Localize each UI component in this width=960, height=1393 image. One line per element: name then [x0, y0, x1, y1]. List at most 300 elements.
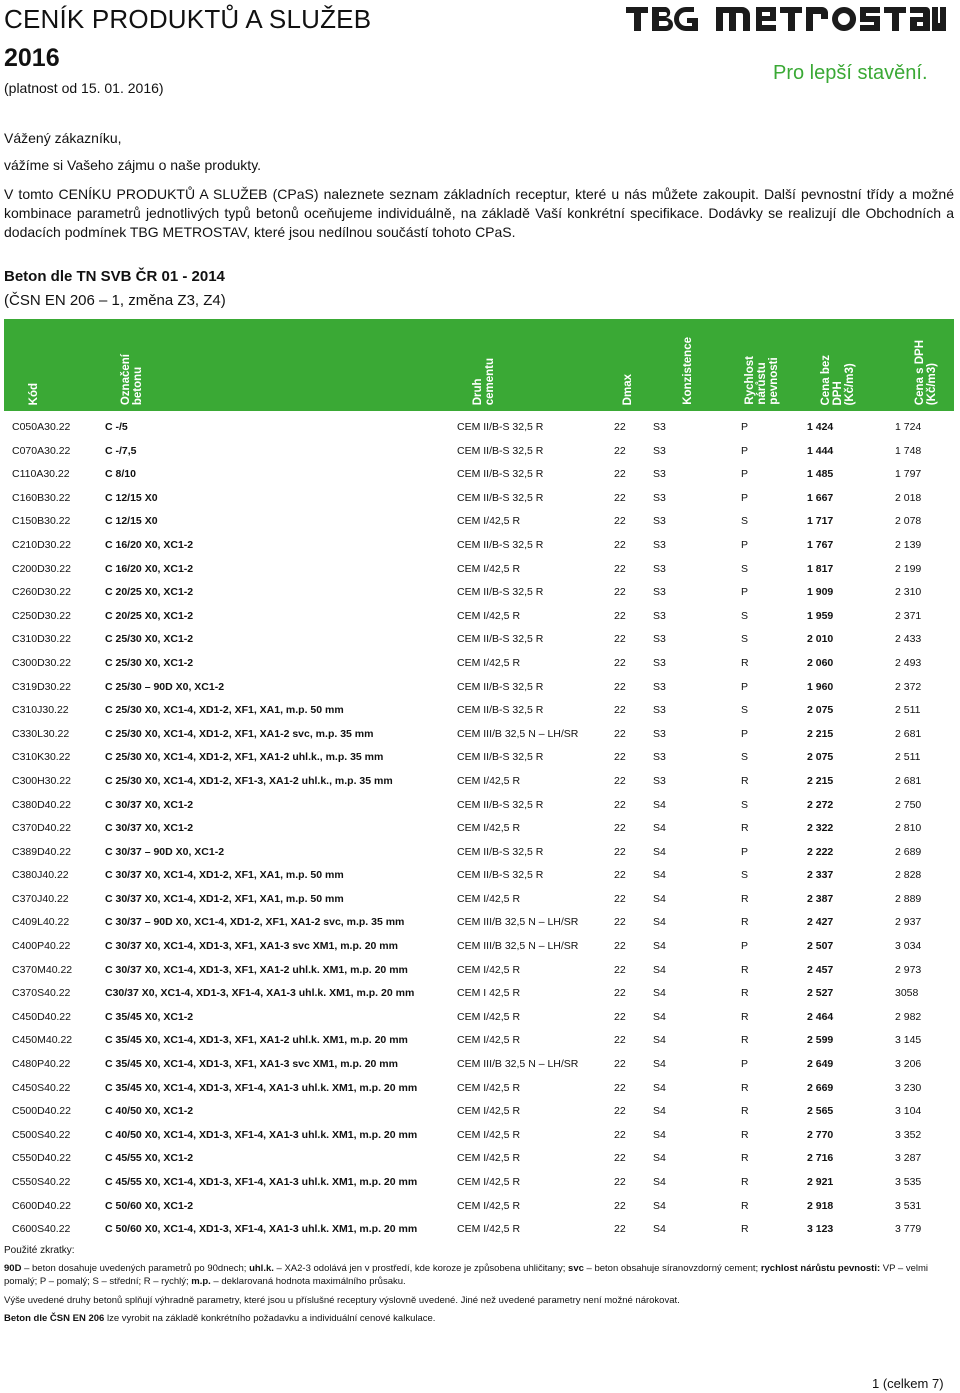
- table-row: [4, 579, 954, 603]
- cell-konzistence: S3: [653, 680, 666, 693]
- cell-konzistence: S4: [653, 940, 666, 953]
- cell-cena-s-dph: 1 724: [895, 421, 922, 433]
- cell-konzistence: S4: [653, 1105, 666, 1118]
- cell-rychlost: R: [741, 963, 749, 976]
- cell-kod: C310D30.22: [12, 633, 71, 646]
- cell-cena-bez-dph: 1 444: [807, 444, 834, 457]
- cell-kod: C450M40.22: [12, 1034, 73, 1047]
- table-row: [4, 556, 954, 580]
- cell-cena-bez-dph: 2 716: [807, 1152, 834, 1165]
- cell-oznaceni: C 25/30 X0, XC1-4, XD1-2, XF1, XA1, m.p. 50 mm: [105, 704, 344, 717]
- cell-rychlost: R: [741, 987, 749, 1000]
- cell-konzistence: S4: [653, 916, 666, 929]
- cell-dmax: 22: [614, 633, 626, 646]
- cell-dmax: 22: [614, 562, 626, 575]
- cell-konzistence: S4: [653, 798, 666, 811]
- cell-oznaceni: C 30/37 X0, XC1-4, XD1-2, XF1, XA1, m.p. 50 mm: [105, 869, 344, 882]
- cell-cena-bez-dph: 2 010: [807, 633, 834, 646]
- cell-cena-s-dph: 3 352: [895, 1128, 922, 1141]
- cell-oznaceni: C 35/45 X0, XC1-2: [105, 1010, 194, 1023]
- cell-konzistence: S3: [653, 656, 666, 669]
- cell-cena-bez-dph: 2 215: [807, 774, 834, 787]
- cell-kod: C450D40.22: [12, 1010, 71, 1023]
- cell-druh-cementu: CEM II/B-S 32,5 R: [457, 845, 544, 858]
- cell-cena-s-dph: 3 206: [895, 1058, 922, 1071]
- cell-konzistence: S4: [653, 845, 666, 858]
- cell-druh-cementu: CEM II/B-S 32,5 R: [457, 538, 544, 551]
- cell-kod: C450S40.22: [12, 1081, 71, 1094]
- cell-oznaceni: C 16/20 X0, XC1-2: [105, 538, 194, 551]
- cell-cena-s-dph: 2 973: [895, 963, 922, 976]
- cell-cena-bez-dph: 2 075: [807, 751, 834, 764]
- cell-cena-s-dph: 2 310: [895, 586, 922, 599]
- cell-cena-bez-dph: 1 717: [807, 515, 834, 528]
- cell-konzistence: S3: [653, 444, 666, 457]
- company-slogan: Pro lepší stavění.: [773, 62, 928, 84]
- cell-oznaceni: C 30/37 X0, XC1-2: [105, 798, 194, 811]
- cell-dmax: 22: [614, 822, 626, 835]
- cell-druh-cementu: CEM I/42,5 R: [457, 1081, 521, 1094]
- cell-oznaceni: C 30/37 X0, XC1-4, XD1-2, XF1, XA1, m.p. 50 mm: [105, 892, 344, 905]
- cell-dmax: 22: [614, 1128, 626, 1141]
- cell-oznaceni: C 12/15 X0: [105, 515, 158, 528]
- cell-cena-bez-dph: 3 123: [807, 1223, 834, 1236]
- cell-dmax: 22: [614, 1034, 626, 1047]
- cell-rychlost: P: [741, 680, 749, 693]
- cell-konzistence: S3: [653, 727, 666, 740]
- table-row: [4, 697, 954, 721]
- cell-cena-bez-dph: 1 485: [807, 468, 834, 481]
- cell-rychlost: R: [741, 1128, 749, 1141]
- cell-cena-bez-dph: 1 960: [807, 680, 834, 693]
- cell-rychlost: R: [741, 1081, 749, 1094]
- cell-dmax: 22: [614, 987, 626, 1000]
- cell-cena-s-dph: 3 535: [895, 1176, 922, 1188]
- cell-cena-bez-dph: 1 424: [807, 421, 834, 433]
- cell-dmax: 22: [614, 1223, 626, 1236]
- cell-konzistence: S3: [653, 633, 666, 646]
- section-subtitle: (ČSN EN 206 – 1, změna Z3, Z4): [4, 292, 226, 309]
- cell-cena-s-dph: 3 287: [895, 1152, 922, 1165]
- cell-oznaceni: C -/5: [105, 421, 128, 433]
- logo-wordmark: [626, 7, 946, 31]
- cell-cena-s-dph: 2 199: [895, 562, 922, 575]
- cell-dmax: 22: [614, 1058, 626, 1071]
- cell-dmax: 22: [614, 704, 626, 717]
- cell-kod: C370D40.22: [12, 822, 71, 835]
- cell-dmax: 22: [614, 798, 626, 811]
- table-row: [4, 1145, 954, 1169]
- cell-cena-bez-dph: 2 464: [807, 1010, 834, 1023]
- cell-kod: C250D30.22: [12, 609, 71, 622]
- table-row: [4, 862, 954, 886]
- cell-oznaceni: C 8/10: [105, 468, 136, 481]
- cell-oznaceni: C 50/60 X0, XC1-4, XD1-3, XF1-4, XA1-3 uhl.k. XM1, m.p. 20 mm: [105, 1223, 418, 1236]
- cell-druh-cementu: CEM II/B-S 32,5 R: [457, 869, 544, 882]
- cell-dmax: 22: [614, 1152, 626, 1165]
- cell-druh-cementu: CEM I/42,5 R: [457, 1223, 521, 1236]
- cell-konzistence: S4: [653, 1010, 666, 1023]
- cell-druh-cementu: CEM I/42,5 R: [457, 1128, 521, 1141]
- cell-kod: C210D30.22: [12, 538, 71, 551]
- cell-cena-s-dph: 2 433: [895, 633, 922, 646]
- cell-oznaceni: C -/7,5: [105, 444, 137, 457]
- cell-cena-s-dph: 2 689: [895, 845, 922, 858]
- cell-konzistence: S3: [653, 609, 666, 622]
- cell-druh-cementu: CEM II/B-S 32,5 R: [457, 586, 544, 599]
- greeting: Vážený zákazníku,: [4, 130, 122, 146]
- column-header-cena-bez-dph: Cena bez DPH (Kč/m3): [820, 354, 856, 405]
- cell-druh-cementu: CEM II/B-S 32,5 R: [457, 633, 544, 646]
- cell-konzistence: S3: [653, 491, 666, 504]
- cell-rychlost: P: [741, 538, 749, 551]
- cell-druh-cementu: CEM I/42,5 R: [457, 656, 521, 669]
- validity-note: (platnost od 15. 01. 2016): [4, 80, 164, 96]
- intro-paragraph: V tomto CENÍKU PRODUKTŮ A SLUŽEB (CPaS) naleznete seznam základních receptur, které u nás můžete zakoupit. Další pevnostní třídy a možné kombinace parametrů jednotlivých typů betonů oceňujeme individuálně, na základě Vaší konkrétní specifikace. Dodávky se realizují dle Obchodních a dodacích podmínek TBG METROSTAV, které jsou nedílnou součástí tohoto CPaS.: [4, 186, 954, 240]
- cell-kod: C370J40.22: [12, 892, 69, 905]
- cell-dmax: 22: [614, 1199, 626, 1212]
- cell-dmax: 22: [614, 1081, 626, 1094]
- cell-konzistence: S4: [653, 987, 666, 1000]
- cell-kod: C070A30.22: [12, 444, 71, 457]
- cell-cena-bez-dph: 2 215: [807, 727, 834, 740]
- abbreviations-text: 90D – beton dosahuje uvedených parametrů po 90dnech; uhl.k. – XA2-3 odolává jen v prostředí, kde koroze je způsobena uhličitany; svc – beton obsahuje síranovzdorný cement; rychlost nárůstu pevnosti: VP – velmi pomalý; P – pomalý; S – střední; R – rychlý; m.p. – deklarovaná hodnota maximálního průsaku.: [4, 1263, 929, 1287]
- cell-druh-cementu: CEM I/42,5 R: [457, 822, 521, 835]
- cell-rychlost: R: [741, 1010, 749, 1023]
- cell-rychlost: S: [741, 798, 749, 811]
- cell-cena-bez-dph: 2 918: [807, 1199, 834, 1212]
- cell-rychlost: S: [741, 869, 749, 882]
- cell-cena-s-dph: 2 018: [895, 491, 922, 504]
- table-row: [4, 1122, 954, 1146]
- cell-kod: C200D30.22: [12, 562, 71, 575]
- cell-cena-bez-dph: 2 060: [807, 656, 834, 669]
- cell-druh-cementu: CEM I/42,5 R: [457, 1176, 521, 1188]
- price-table-body: [4, 414, 954, 1240]
- cell-cena-bez-dph: 2 427: [807, 916, 834, 929]
- cell-konzistence: S3: [653, 586, 666, 599]
- cell-druh-cementu: CEM I/42,5 R: [457, 1199, 521, 1212]
- cell-konzistence: S4: [653, 963, 666, 976]
- cell-kod: C380D40.22: [12, 798, 71, 811]
- cell-cena-s-dph: 2 889: [895, 892, 922, 905]
- cell-kod: C260D30.22: [12, 586, 71, 599]
- cell-cena-bez-dph: 2 669: [807, 1081, 834, 1094]
- cell-konzistence: S3: [653, 704, 666, 717]
- cell-rychlost: R: [741, 1152, 749, 1165]
- cell-rychlost: P: [741, 586, 749, 599]
- cell-kod: C480P40.22: [12, 1058, 71, 1071]
- cell-cena-bez-dph: 2 337: [807, 869, 834, 882]
- cell-druh-cementu: CEM III/B 32,5 N – LH/SR: [457, 940, 579, 953]
- cell-cena-s-dph: 1 797: [895, 468, 922, 481]
- cell-druh-cementu: CEM II/B-S 32,5 R: [457, 704, 544, 717]
- cell-dmax: 22: [614, 727, 626, 740]
- cell-konzistence: S4: [653, 822, 666, 835]
- column-header-konzistence: Konzistence: [682, 337, 694, 405]
- cell-oznaceni: C 35/45 X0, XC1-4, XD1-3, XF1, XA1-3 svc XM1, m.p. 20 mm: [105, 1058, 398, 1071]
- cell-oznaceni: C 35/45 X0, XC1-4, XD1-3, XF1-4, XA1-3 uhl.k. XM1, m.p. 20 mm: [105, 1081, 418, 1094]
- cell-oznaceni: C 30/37 X0, XC1-4, XD1-3, XF1, XA1-2 uhl.k. XM1, m.p. 20 mm: [105, 963, 408, 976]
- cell-druh-cementu: CEM I/42,5 R: [457, 609, 521, 622]
- table-row: [4, 768, 954, 792]
- cell-druh-cementu: CEM I/42,5 R: [457, 1152, 521, 1165]
- section-title: Beton dle TN SVB ČR 01 - 2014: [4, 268, 225, 285]
- cell-druh-cementu: CEM I/42,5 R: [457, 1105, 521, 1118]
- cell-dmax: 22: [614, 1176, 626, 1188]
- cell-dmax: 22: [614, 963, 626, 976]
- table-row: [4, 650, 954, 674]
- cell-cena-s-dph: 3 779: [895, 1223, 922, 1236]
- cell-cena-bez-dph: 2 565: [807, 1105, 834, 1118]
- cell-druh-cementu: CEM III/B 32,5 N – LH/SR: [457, 1058, 579, 1071]
- cell-konzistence: S4: [653, 1176, 666, 1188]
- cell-kod: C370S40.22: [12, 987, 71, 1000]
- cell-konzistence: S4: [653, 1152, 666, 1165]
- table-row: [4, 1075, 954, 1099]
- cell-rychlost: R: [741, 1034, 749, 1047]
- cell-oznaceni: C 25/30 X0, XC1-4, XD1-2, XF1, XA1-2 svc, m.p. 35 mm: [105, 727, 374, 740]
- column-header-cena-s-dph: Cena s DPH (Kč/m3): [914, 339, 938, 405]
- cell-oznaceni: C 40/50 X0, XC1-4, XD1-3, XF1-4, XA1-3 uhl.k. XM1, m.p. 20 mm: [105, 1128, 418, 1141]
- cell-dmax: 22: [614, 1105, 626, 1118]
- cell-konzistence: S3: [653, 562, 666, 575]
- cell-cena-s-dph: 3 104: [895, 1105, 922, 1118]
- cell-dmax: 22: [614, 774, 626, 787]
- table-row: [4, 1051, 954, 1075]
- cell-kod: C409L40.22: [12, 916, 70, 929]
- cell-cena-s-dph: 2 982: [895, 1010, 922, 1023]
- cell-konzistence: S4: [653, 1128, 666, 1141]
- cell-kod: C319D30.22: [12, 680, 71, 693]
- company-logo: [624, 4, 946, 34]
- table-row: [4, 438, 954, 462]
- cell-rychlost: R: [741, 774, 749, 787]
- cell-oznaceni: C 30/37 – 90D X0, XC1-2: [105, 845, 225, 858]
- cell-kod: C500D40.22: [12, 1105, 71, 1118]
- cell-druh-cementu: CEM II/B-S 32,5 R: [457, 680, 544, 693]
- cell-kod: C050A30.22: [12, 421, 71, 433]
- table-row: [4, 626, 954, 650]
- cell-dmax: 22: [614, 491, 626, 504]
- cell-kod: C330L30.22: [12, 727, 70, 740]
- cell-cena-bez-dph: 2 507: [807, 940, 834, 953]
- cell-dmax: 22: [614, 1010, 626, 1023]
- table-row: [4, 933, 954, 957]
- cell-konzistence: S4: [653, 1058, 666, 1071]
- abbreviations-title: Použité zkratky:: [4, 1245, 75, 1256]
- cell-oznaceni: C 25/30 X0, XC1-4, XD1-2, XF1-3, XA1-2 uhl.k., m.p. 35 mm: [105, 774, 393, 787]
- cell-rychlost: R: [741, 1105, 749, 1118]
- greeting-line-2: vážíme si Vašeho zájmu o naše produkty.: [4, 157, 262, 173]
- cell-rychlost: R: [741, 822, 749, 835]
- price-list-year: 2016: [4, 44, 60, 72]
- cell-konzistence: S4: [653, 892, 666, 905]
- table-row: [4, 485, 954, 509]
- cell-kod: C600S40.22: [12, 1223, 71, 1236]
- column-header-druh-cementu: Druh cementu: [472, 357, 496, 405]
- cell-oznaceni: C 25/30 – 90D X0, XC1-2: [105, 680, 225, 693]
- cell-druh-cementu: CEM I/42,5 R: [457, 963, 521, 976]
- column-header-rychlost: Rychlost nárůstu pevnosti: [744, 356, 780, 405]
- cell-kod: C370M40.22: [12, 963, 73, 976]
- cell-cena-bez-dph: 2 457: [807, 963, 834, 976]
- cell-cena-s-dph: 1 748: [895, 444, 922, 457]
- cell-kod: C500S40.22: [12, 1128, 71, 1141]
- cell-rychlost: R: [741, 1223, 749, 1236]
- cell-cena-bez-dph: 2 322: [807, 822, 834, 835]
- cell-cena-s-dph: 2 828: [895, 869, 922, 882]
- cell-rychlost: S: [741, 562, 749, 575]
- cell-dmax: 22: [614, 845, 626, 858]
- cell-oznaceni: C 12/15 X0: [105, 491, 158, 504]
- cell-cena-s-dph: 3 034: [895, 940, 922, 953]
- cell-oznaceni: C 35/45 X0, XC1-4, XD1-3, XF1, XA1-2 uhl.k. XM1, m.p. 20 mm: [105, 1034, 408, 1047]
- table-row: [4, 1169, 954, 1193]
- cell-cena-s-dph: 2 681: [895, 727, 922, 740]
- cell-druh-cementu: CEM I/42,5 R: [457, 774, 521, 787]
- cell-cena-s-dph: 2 511: [895, 751, 921, 764]
- cell-konzistence: S4: [653, 1081, 666, 1094]
- cell-dmax: 22: [614, 468, 626, 481]
- cell-rychlost: S: [741, 515, 749, 528]
- cell-dmax: 22: [614, 515, 626, 528]
- cell-druh-cementu: CEM II/B-S 32,5 R: [457, 798, 544, 811]
- cell-dmax: 22: [614, 916, 626, 929]
- cell-dmax: 22: [614, 656, 626, 669]
- cell-cena-s-dph: 3058: [895, 987, 919, 1000]
- cell-rychlost: P: [741, 1058, 749, 1071]
- cell-kod: C550S40.22: [12, 1176, 71, 1188]
- cell-konzistence: S4: [653, 1199, 666, 1212]
- cell-cena-bez-dph: 2 222: [807, 845, 834, 858]
- cell-kod: C389D40.22: [12, 845, 71, 858]
- cell-kod: C400P40.22: [12, 940, 71, 953]
- cell-oznaceni: C 20/25 X0, XC1-2: [105, 609, 194, 622]
- cell-rychlost: S: [741, 704, 749, 717]
- page-title: CENÍK PRODUKTŮ A SLUŽEB: [4, 4, 372, 34]
- cell-druh-cementu: CEM III/B 32,5 N – LH/SR: [457, 916, 579, 929]
- cell-oznaceni: C 30/37 – 90D X0, XC1-4, XD1-2, XF1, XA1-2 svc, m.p. 35 mm: [105, 916, 405, 929]
- cell-rychlost: P: [741, 491, 749, 504]
- cell-dmax: 22: [614, 586, 626, 599]
- cell-cena-s-dph: 2 372: [895, 680, 922, 693]
- cell-cena-bez-dph: 2 527: [807, 987, 834, 1000]
- cell-druh-cementu: CEM I 42,5 R: [457, 987, 521, 1000]
- cell-cena-s-dph: 3 531: [895, 1199, 922, 1212]
- table-row: [4, 744, 954, 768]
- cell-rychlost: R: [741, 916, 749, 929]
- cell-oznaceni: C 20/25 X0, XC1-2: [105, 586, 194, 599]
- cell-druh-cementu: CEM II/B-S 32,5 R: [457, 468, 544, 481]
- cell-dmax: 22: [614, 609, 626, 622]
- cell-kod: C160B30.22: [12, 491, 71, 504]
- table-header: [4, 319, 954, 411]
- cell-cena-bez-dph: 2 770: [807, 1128, 834, 1141]
- cell-cena-s-dph: 2 511: [895, 704, 921, 717]
- cell-konzistence: S4: [653, 1223, 666, 1236]
- cell-druh-cementu: CEM I/42,5 R: [457, 892, 521, 905]
- cell-rychlost: S: [741, 609, 749, 622]
- table-row: [4, 815, 954, 839]
- cell-cena-bez-dph: 1 767: [807, 538, 834, 551]
- cell-konzistence: S4: [653, 869, 666, 882]
- cell-kod: C150B30.22: [12, 515, 71, 528]
- cell-dmax: 22: [614, 680, 626, 693]
- cell-rychlost: P: [741, 468, 749, 481]
- table-row: [4, 721, 954, 745]
- cell-cena-bez-dph: 2 272: [807, 798, 834, 811]
- cell-oznaceni: C 25/30 X0, XC1-2: [105, 656, 194, 669]
- cell-oznaceni: C30/37 X0, XC1-4, XD1-3, XF1-4, XA1-3 uhl.k. XM1, m.p. 20 mm: [105, 987, 415, 1000]
- cell-dmax: 22: [614, 444, 626, 457]
- cell-cena-s-dph: 2 371: [895, 609, 922, 622]
- table-row: [4, 957, 954, 981]
- custom-order-note: Beton dle ČSN EN 206 lze vyrobit na základě konkrétního požadavku a individuální cenové kalkulace.: [4, 1313, 436, 1324]
- cell-druh-cementu: CEM III/B 32,5 N – LH/SR: [457, 727, 579, 740]
- cell-oznaceni: C 30/37 X0, XC1-2: [105, 822, 194, 835]
- cell-rychlost: R: [741, 656, 749, 669]
- cell-cena-s-dph: 2 493: [895, 656, 922, 669]
- cell-rychlost: P: [741, 421, 749, 433]
- cell-rychlost: P: [741, 727, 749, 740]
- cell-cena-bez-dph: 1 817: [807, 562, 834, 575]
- table-row: [4, 603, 954, 627]
- cell-kod: C300D30.22: [12, 656, 71, 669]
- cell-konzistence: S3: [653, 538, 666, 551]
- cell-cena-s-dph: 3 230: [895, 1081, 922, 1094]
- cell-rychlost: P: [741, 444, 749, 457]
- cell-cena-bez-dph: 2 075: [807, 704, 834, 717]
- column-header-dmax: Dmax: [622, 373, 634, 405]
- cell-cena-s-dph: 2 681: [895, 774, 922, 787]
- cell-cena-bez-dph: 1 667: [807, 491, 834, 504]
- cell-cena-s-dph: 2 139: [895, 538, 922, 551]
- cell-dmax: 22: [614, 751, 626, 764]
- cell-rychlost: R: [741, 892, 749, 905]
- cell-oznaceni: C 30/37 X0, XC1-4, XD1-3, XF1, XA1-3 svc XM1, m.p. 20 mm: [105, 940, 398, 953]
- cell-oznaceni: C 16/20 X0, XC1-2: [105, 562, 194, 575]
- table-row: [4, 980, 954, 1004]
- cell-druh-cementu: CEM II/B-S 32,5 R: [457, 444, 544, 457]
- cell-rychlost: P: [741, 845, 749, 858]
- cell-oznaceni: C 45/55 X0, XC1-4, XD1-3, XF1-4, XA1-3 uhl.k. XM1, m.p. 20 mm: [105, 1176, 418, 1188]
- table-row: [4, 1216, 954, 1240]
- cell-cena-s-dph: 2 937: [895, 916, 922, 929]
- table-row: [4, 1193, 954, 1217]
- parameters-note: Výše uvedené druhy betonů splňují výhradně parametry, které jsou u příslušné receptury výslovně uvedené. Jiné než uvedené parametry není možné nárokovat.: [4, 1295, 680, 1306]
- cell-oznaceni: C 45/55 X0, XC1-2: [105, 1152, 194, 1165]
- cell-rychlost: P: [741, 940, 749, 953]
- cell-druh-cementu: CEM I/42,5 R: [457, 515, 521, 528]
- cell-dmax: 22: [614, 421, 626, 433]
- cell-kod: C600D40.22: [12, 1199, 71, 1212]
- cell-konzistence: S3: [653, 421, 666, 433]
- cell-druh-cementu: CEM I/42,5 R: [457, 562, 521, 575]
- cell-kod: C310J30.22: [12, 704, 69, 717]
- table-row: [4, 1027, 954, 1051]
- table-row: [4, 1098, 954, 1122]
- cell-cena-bez-dph: 2 921: [807, 1176, 834, 1188]
- cell-druh-cementu: CEM II/B-S 32,5 R: [457, 491, 544, 504]
- cell-kod: C380J40.22: [12, 869, 69, 882]
- table-row: [4, 909, 954, 933]
- cell-kod: C110A30.22: [12, 468, 70, 481]
- cell-oznaceni: C 25/30 X0, XC1-4, XD1-2, XF1, XA1-2 uhl.k., m.p. 35 mm: [105, 751, 384, 764]
- cell-kod: C310K30.22: [12, 751, 71, 764]
- cell-cena-bez-dph: 1 909: [807, 586, 834, 599]
- cell-druh-cementu: CEM II/B-S 32,5 R: [457, 751, 544, 764]
